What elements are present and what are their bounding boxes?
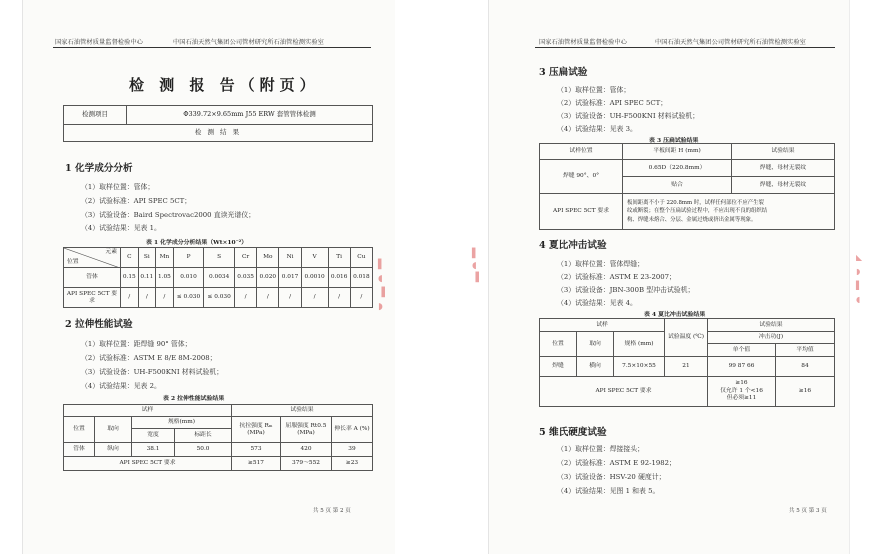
table-4-caption: 表 4 夏比冲击试验结果 xyxy=(644,311,706,318)
pos-header: 试样位置 xyxy=(540,144,623,160)
table-3-caption: 表 3 压扁试验结果 xyxy=(649,137,699,144)
value-cell: 7.5×10×55 xyxy=(614,357,665,377)
s1-item: （4）试验结果：见表 1。 xyxy=(81,224,161,232)
tensile-table xyxy=(63,404,373,471)
table-2-caption: 表 2 拉伸性能试验结果 xyxy=(163,395,225,402)
pos-header: 位置 xyxy=(540,332,577,357)
value-cell: 84 xyxy=(776,357,835,377)
req-cell: ≥23 xyxy=(332,457,373,471)
section-4-heading: 4 夏比冲击试验 xyxy=(539,240,607,251)
req-line: ≥16 xyxy=(735,379,748,386)
value-cell: 0.010 xyxy=(173,268,204,288)
req-single xyxy=(708,377,776,407)
corner-cell xyxy=(64,248,121,268)
value-cell: 管体 xyxy=(64,443,95,457)
row-label: 管体 xyxy=(64,268,121,288)
req-cell: / xyxy=(279,288,301,308)
s1-item: （3）试验设备：Baird Spectrovac2000 直读光谱仪； xyxy=(81,211,256,219)
element-header: P xyxy=(173,248,204,268)
req-avg: ≥16 xyxy=(776,377,835,407)
section-5-heading: 5 维氏硬度试验 xyxy=(539,427,607,438)
req-cell: / xyxy=(121,288,139,308)
value-cell: 贴合 xyxy=(623,177,732,194)
value-cell: 1.05 xyxy=(156,268,174,288)
element-header: C xyxy=(121,248,139,268)
row-label: API SPEC 5CT 要求 xyxy=(64,288,121,308)
corner-top: 元素 xyxy=(105,249,117,255)
value-cell: 21 xyxy=(665,357,708,377)
s2-item: （2）试验标准：ASTM E 8/E 8M-2008； xyxy=(81,354,217,362)
header-rule xyxy=(53,47,371,48)
req-cell: / xyxy=(301,288,328,308)
rt-header: 屈服强度 Rt0.5 (MPa) xyxy=(281,417,332,443)
page-title: 检 测 报 告（附页） xyxy=(129,76,320,94)
header-right: 中国石油天然气集团公司管材研究所石油管检测实验室 xyxy=(655,39,806,46)
value-cell: 焊缝、母材无裂纹 xyxy=(732,160,835,177)
s2-item: （3）试验设备：UH-F500KNI 材料试验机； xyxy=(81,368,224,376)
res-header: 试验结果 xyxy=(732,144,835,160)
s2-item: （1）取样位置：距焊缝 90° 管体； xyxy=(81,340,192,348)
element-header: Si xyxy=(138,248,156,268)
header-rule xyxy=(535,47,835,48)
element-header: Cr xyxy=(235,248,257,268)
item-table xyxy=(63,105,373,142)
section-3-heading: 3 压扁试验 xyxy=(539,67,588,78)
value-cell: 50.0 xyxy=(175,443,232,457)
value-cell: 0.020 xyxy=(257,268,279,288)
value-cell: 横向 xyxy=(577,357,614,377)
value-cell: 0.017 xyxy=(279,268,301,288)
s4-item: （4）试验结果：见表 4。 xyxy=(557,299,637,307)
req-line: 但必须≥11 xyxy=(726,395,757,402)
s3-item: （1）取样位置：管体； xyxy=(557,86,631,94)
s2-item: （4）试验结果：见表 2。 xyxy=(81,382,161,390)
dist-header: 平板间距 H (mm) xyxy=(623,144,732,160)
result-header: 试验结果 xyxy=(708,319,835,332)
corner-bottom: 位置 xyxy=(67,259,79,266)
item-value: Φ339.72×9.65mm J55 ERW 套管管体检测 xyxy=(127,106,373,125)
s4-item: （2）试验标准：ASTM E 23-2007； xyxy=(557,273,676,281)
value-cell: 0.016 xyxy=(328,268,350,288)
element-header: S xyxy=(204,248,235,268)
value-cell: 39 xyxy=(332,443,373,457)
s3-item: （4）试验结果：见表 3。 xyxy=(557,125,637,133)
req-cell: ≤ 0.030 xyxy=(204,288,235,308)
value-cell: 0.0010 xyxy=(301,268,328,288)
report-page-3 xyxy=(488,0,850,554)
req-cell: / xyxy=(328,288,350,308)
kv-header: 冲击功(J) xyxy=(708,332,835,344)
header-right: 中国石油天然气集团公司管材研究所石油管检测实验室 xyxy=(173,39,324,46)
value-cell: 0.15 xyxy=(121,268,139,288)
value-cell: 0.035 xyxy=(235,268,257,288)
req-cell: ≤ 0.030 xyxy=(173,288,204,308)
element-header: Mn xyxy=(156,248,174,268)
seal-stamp: ◣ ◗ ▌ ◖ xyxy=(856,252,863,304)
value-cell: 0.0034 xyxy=(204,268,235,288)
pos-header: 位置 xyxy=(64,417,95,443)
element-header: Ti xyxy=(328,248,350,268)
value-cell: 焊缝 xyxy=(540,357,577,377)
s5-item: （1）取样位置：焊接接头； xyxy=(557,445,645,453)
element-header: V xyxy=(301,248,328,268)
dir-header: 取向 xyxy=(95,417,132,443)
s4-item: （3）试验设备：JBN-300B 型冲击试验机； xyxy=(557,286,695,294)
flattening-table xyxy=(539,143,835,230)
s5-item: （4）试验结果：见图 1 和表 5。 xyxy=(557,487,660,495)
header-left: 国家石油管材质量监督检验中心 xyxy=(539,39,628,46)
seal-stamp: ▌ ◖ ▐ xyxy=(472,249,479,283)
req-cell: / xyxy=(138,288,156,308)
req-cell: / xyxy=(235,288,257,308)
req-label: API SPEC 5CT 要求 xyxy=(64,457,232,471)
page-footer: 共 5 页 第 2 页 xyxy=(313,508,351,514)
temp-header: 试验温度 (℃) xyxy=(665,319,708,357)
section-2-heading: 2 拉伸性能试验 xyxy=(65,319,133,330)
value-cell: 0.018 xyxy=(350,268,372,288)
value-cell: 420 xyxy=(281,443,332,457)
sample-header: 试样 xyxy=(64,405,232,417)
table-1-caption: 表 1 化学成分分析结果（Wt×10⁻²） xyxy=(146,239,248,246)
header-left: 国家石油管材质量监督检验中心 xyxy=(55,39,144,46)
s1-item: （1）取样位置：管体； xyxy=(81,183,155,191)
value-cell: 纵向 xyxy=(95,443,132,457)
result-header: 试验结果 xyxy=(232,405,373,417)
s1-item: （2）试验标准：API SPEC 5CT； xyxy=(81,197,192,205)
value-cell: 0.65D（220.8mm） xyxy=(623,160,732,177)
req-cell: ≥517 xyxy=(232,457,281,471)
sample-header: 试样 xyxy=(540,319,665,332)
req-cell: / xyxy=(350,288,372,308)
req-line: 板间距离不小于 220.8mm 时，试样任何部位不应产生裂 xyxy=(627,200,764,207)
page-footer: 共 5 页 第 3 页 xyxy=(789,508,827,514)
s5-item: （2）试验标准：ASTM E 92-1982； xyxy=(557,459,676,467)
item-label: 检测项目 xyxy=(64,106,127,125)
avg-header: 平均值 xyxy=(776,344,835,357)
spec-header: 规格 (mm) xyxy=(614,332,665,357)
req-label: API SPEC 5CT 要求 xyxy=(540,377,708,407)
width-header: 宽度 xyxy=(132,429,175,443)
spec-header: 规格(mm) xyxy=(132,417,232,429)
s3-item: （3）试验设备：UH-F500KNI 材料试验机； xyxy=(557,112,700,120)
value-cell: 0.11 xyxy=(138,268,156,288)
s4-item: （1）取样位置：管体焊缝； xyxy=(557,260,645,268)
section-1-heading: 1 化学成分分析 xyxy=(65,163,133,174)
req-text xyxy=(623,194,835,230)
seal-stamp: ▌ ◖ ▐ ◗ xyxy=(378,260,385,312)
a-header: 伸长率 A (%) xyxy=(332,417,373,443)
value-cell: 焊缝、母材无裂纹 xyxy=(732,177,835,194)
rm-header: 抗拉强度 Rₘ (MPa) xyxy=(232,417,281,443)
req-cell: / xyxy=(156,288,174,308)
value-cell: 38.1 xyxy=(132,443,175,457)
s5-item: （3）试验设备：HSV-20 硬度计； xyxy=(557,473,666,481)
element-header: Cu xyxy=(350,248,372,268)
results-label: 检 测 结 果 xyxy=(64,125,373,142)
gauge-header: 标距长 xyxy=(175,429,232,443)
s3-item: （2）试验标准：API SPEC 5CT； xyxy=(557,99,668,107)
req-cell: 379～552 xyxy=(281,457,332,471)
req-line: 纹或断裂；在整个压扁试验过程中，不应出现不良的组织结 xyxy=(627,208,768,215)
req-line: 仅允许 1 个<16 xyxy=(720,387,763,394)
report-page-2 xyxy=(22,0,395,554)
req-label: API SPEC 5CT 要求 xyxy=(540,194,623,230)
impact-table xyxy=(539,318,835,407)
req-cell: / xyxy=(257,288,279,308)
element-header: Mo xyxy=(257,248,279,268)
element-header: Ni xyxy=(279,248,301,268)
value-cell: 573 xyxy=(232,443,281,457)
value-cell: 99 87 66 xyxy=(708,357,776,377)
req-line: 构、焊缝未熔合、分层、金属过烧或挤出金属等现象。 xyxy=(627,216,757,223)
dir-header: 取向 xyxy=(577,332,614,357)
weld-label: 焊缝 90°、0° xyxy=(540,160,623,194)
single-header: 单个值 xyxy=(708,344,776,357)
chemistry-table xyxy=(63,247,373,308)
